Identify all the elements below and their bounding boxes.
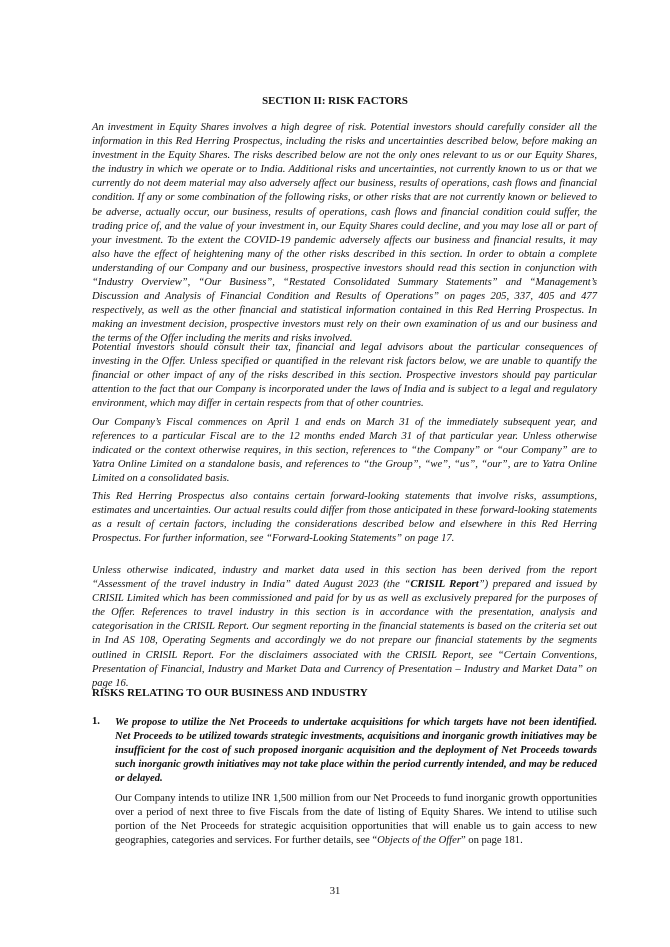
fiscal-paragraph: Our Company’s Fiscal commences on April 1 and ends on March 31 of the immediately subsequent year, and references to a particular Fiscal are to the 12 months ended March 31 of that particular year. Unless otherwise indicated or the context otherwise requires, in this section, references to “the Company” or “our Company” are to Yatra Online Limited on a standalone basis, and references to “the Group”, “we”, “us”, “our”, are to Yatra Online Limited on a consolidated basis. (92, 417, 597, 485)
objects-of-offer-ref: Objects of the Offer (377, 835, 461, 847)
page-number: 31 (329, 886, 341, 897)
intro-paragraph: An investment in Equity Shares involves a high degree of risk. Potential investors should carefully consider all the information in this Red Herring Prospectus, including the risks and uncertainties described below, before making an investment in the Equity Shares. The risks described below are not the only ones relevant to us or our Equity Shares, the industry in which we operate or to India. Additional risks and uncertainties, not currently known to us or that we currently do not deem material may also adversely affect our business, results of operations, cash flows and financial condition. If any or some combination of the following risks, or other risks that are not currently known or believed to be adverse, actually occur, our business, results of operations, cash flows and financial condition could suffer, the trading price of, and the value of your investment in, our Equity Shares could decline, and you may lose all or part of your investment. To the extent the COVID-19 pandemic adversely affects our business and financial results, it may also have the effect of heightening many of the other risks described in this section. In order to obtain a complete understanding of our Company and our business, prospective investors should read this section in conjunction with “Industry Overview”, “Our Business”, “Restated Consolidated Summary Statements” and “Management’s Discussion and Analysis of Financial Condition and Results of Operations” on pages 205, 337, 405 and 477 respectively, as well as the other financial and statistical information contained in this Red Herring Prospectus. In making an investment decision, prospective investors must rely on their own examination of us and our business and the terms of the Offer including the merits and risks involved. (92, 122, 597, 345)
forward-looking-paragraph: This Red Herring Prospectus also contains certain forward-looking statements that involve risks, assumptions, estimates and uncertainties. Our actual results could differ from those anticipated in these forward-looking statements as a result of certain factors, including the considerations described below and elsewhere in this Red Herring Prospectus. For further information, see “Forward-Looking Statements” on page 17. (92, 491, 597, 545)
risk-body-before: Our Company intends to utilize INR 1,500 million from our Net Proceeds to fund inorganic growth opportunities over a period of next three to five Fiscals from the date of listing of Equity Shares. We intend to utilise such portion of the Net Proceeds for strategic acquisition opportunities that will enable us to gain access to new geographies, categories and services. For further details, see “ (115, 793, 597, 847)
risk-item-heading: We propose to utilize the Net Proceeds to undertake acquisitions for which targets have not been identified. Net Proceeds to be utilized towards strategic investments, acquisitions and inorganic growth initiatives may be insufficient for the cost of such proposed inorganic acquisition and the deployment of Net Proceeds towards such inorganic growth initiatives may not take place within the period currently intended, and may be reduced or delayed. (115, 717, 597, 785)
risk-item-body (115, 792, 597, 848)
risk-body-after: ” on page 181. (460, 835, 523, 847)
crisil-text-after: ”) prepared and issued by CRISIL Limited which has been commissioned and paid for by us as well as exclusively prepared for the purposes of the Offer. References to travel industry in this section is in accordance with the presentation, analysis and categorisation in the CRISIL Report. Our segment reporting in the financial statements is based on the criteria set out in Ind AS 108, Operating Segments and accordingly we do not prepare our financial statements by the segments outlined in CRISIL Report. For the disclaimers associated with the CRISIL Report, see “Certain Conventions, Presentation of Financial, Industry and Market Data and Currency of Presentation – Industry and Market Data” on page 16. (92, 579, 597, 689)
risk-item-number: 1. (92, 716, 100, 727)
advisors-paragraph: Potential investors should consult their tax, financial and legal advisors about the particular consequences of investing in the Offer. Unless specified or quantified in the relevant risk factors below, we are unable to quantify the financial or other impact of any of the risks described in this section. Prospective investors should pay particular attention to the fact that our Company is incorporated under the laws of India and is subject to a legal and regulatory environment, which may differ in certain respects from that of other countries. (92, 342, 597, 410)
crisil-text-before: Unless otherwise indicated, industry and market data used in this section has been derived from the report “Assessment of the travel industry in India” dated August 2023 (the “ (92, 565, 597, 591)
crisil-paragraph (92, 564, 597, 691)
section-heading: RISKS RELATING TO OUR BUSINESS AND INDUSTRY (92, 687, 368, 699)
section-title: SECTION II: RISK FACTORS (262, 95, 408, 107)
crisil-report-term: CRISIL Report (410, 579, 479, 591)
